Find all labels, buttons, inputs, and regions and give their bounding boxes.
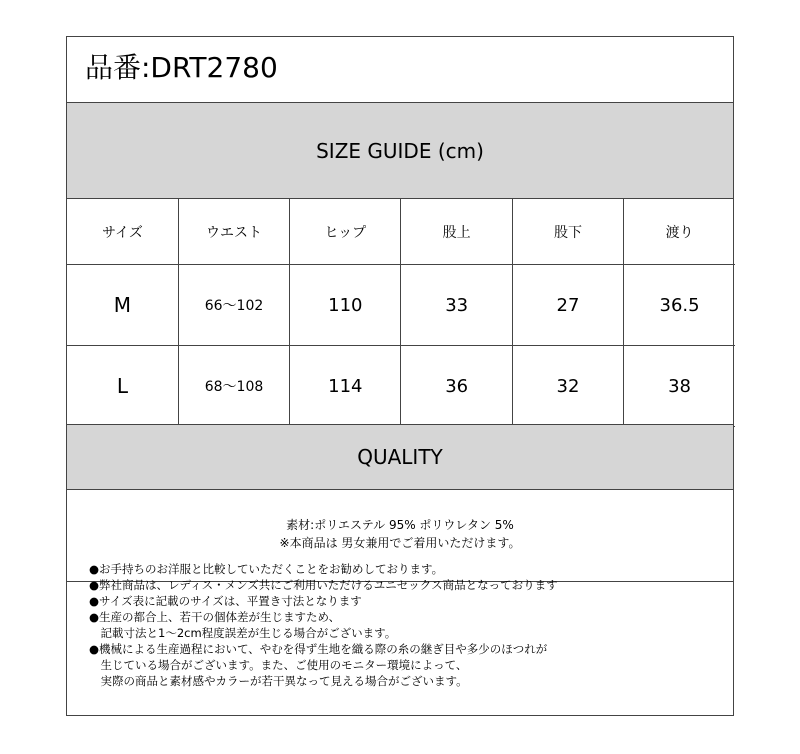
thigh-value: 36.5 <box>624 265 735 346</box>
size-table <box>67 199 735 427</box>
thigh-value: 38 <box>624 346 735 427</box>
inseam-value: 32 <box>512 346 623 427</box>
table-row <box>67 346 735 427</box>
rise-value: 33 <box>401 265 512 346</box>
material-text: 素材:ポリエステル 95% ポリウレタン 5% <box>286 518 514 532</box>
list-item: ●お手持ちのお洋服と比較していただくことをお勧めしております。 <box>89 562 444 576</box>
size-guide-heading: SIZE GUIDE (cm) <box>67 103 733 199</box>
size-label: M <box>67 265 178 346</box>
hip-value: 114 <box>290 346 401 427</box>
list-item: ●機械による生産過程において、やむを得ず生地を織る際の糸の継ぎ目や多少のほつれが <box>89 642 548 656</box>
inseam-value: 27 <box>512 265 623 346</box>
list-item: 記載寸法と1～2cm程度誤差が生じる場合がございます。 <box>89 626 397 640</box>
list-item: ●生産の都合上、若干の個体差が生じますため、 <box>89 610 341 624</box>
list-item: ●弊社商品は、レディス・メンズ共にご利用いただけるユニセックス商品となっております <box>89 578 558 592</box>
size-chart-sheet <box>66 36 734 716</box>
header-size: サイズ <box>67 199 178 265</box>
hip-value: 110 <box>290 265 401 346</box>
product-code: 品番:DRT2780 <box>85 51 278 84</box>
list-item: 実際の商品と素材感やカラーが若干異なって見える場合がございます。 <box>89 674 468 688</box>
table-row <box>67 265 735 346</box>
header-hip: ヒップ <box>290 199 401 265</box>
rise-value: 36 <box>401 346 512 427</box>
notes-list <box>89 561 709 689</box>
unisex-note: ※本商品は 男女兼用でご着用いただけます。 <box>279 536 521 550</box>
size-table-header <box>67 199 735 265</box>
size-label: L <box>67 346 178 427</box>
waist-value: 68〜108 <box>178 346 289 427</box>
header-rise: 股上 <box>401 199 512 265</box>
list-item: ●サイズ表に記載のサイズは、平置き寸法となります <box>89 594 362 608</box>
product-code-row <box>67 37 733 103</box>
quality-heading: QUALITY <box>67 424 733 490</box>
header-inseam: 股下 <box>512 199 623 265</box>
list-item: 生じている場合がございます。また、ご使用のモニター環境によって、 <box>89 658 468 672</box>
header-waist: ウエスト <box>178 199 289 265</box>
waist-value: 66〜102 <box>178 265 289 346</box>
header-thigh: 渡り <box>624 199 735 265</box>
